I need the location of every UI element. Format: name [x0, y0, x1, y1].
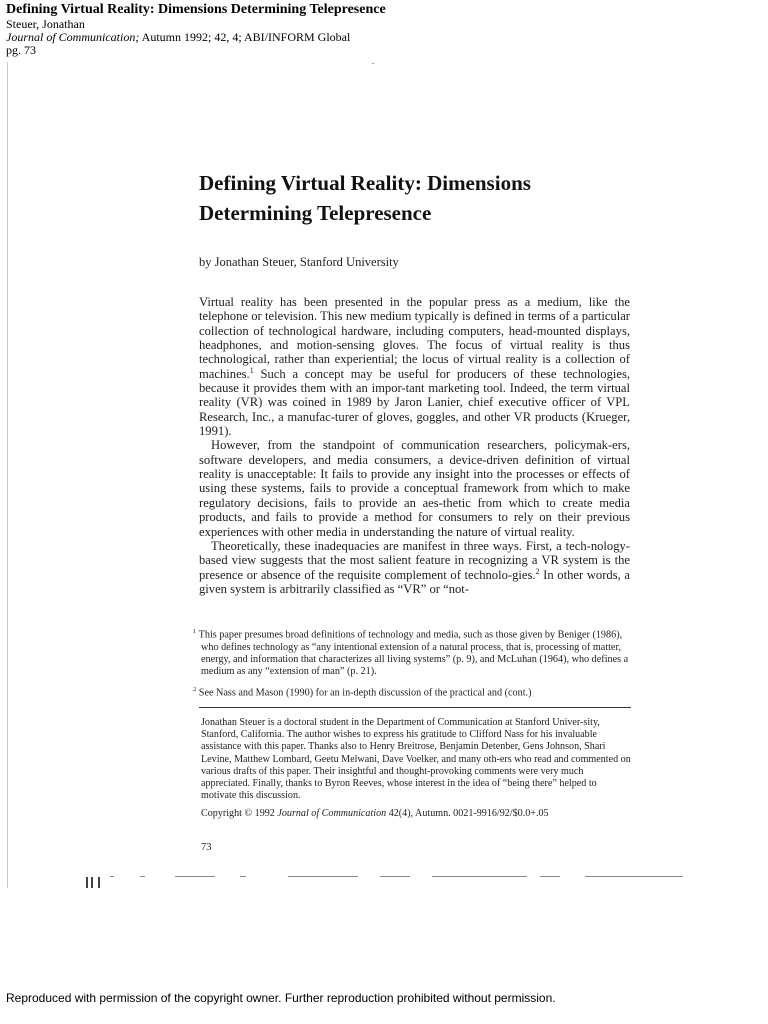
scan-mark	[140, 876, 145, 877]
footnotes	[193, 626, 633, 706]
footnote-divider	[199, 707, 631, 708]
citation-source	[6, 31, 386, 44]
paragraph-1-text-a: Virtual reality has been presented in the popular press as a medium, like the telephone or television. This new medium typically is defined in terms of a particular collection of technological hardware, including computers, head-mounted displays, headphones, and motion-sensing gloves. The focus of virtual reality is thus technological, rather than experiential; the locus of virtual reality is a collection of machines.	[199, 295, 630, 381]
scan-mark	[585, 876, 683, 877]
scan-mark	[540, 876, 560, 877]
footnote-2	[193, 684, 633, 700]
scan-mark	[91, 877, 93, 888]
scan-mark	[380, 876, 410, 877]
permission-notice: Reproduced with permission of the copyright owner. Further reproduction prohibited without permission.	[6, 991, 556, 1005]
paragraph-3-text-b: In other words, a given system is arbitrarily classified as “VR” or “not-	[199, 567, 630, 596]
scan-mark	[288, 876, 358, 877]
byline: by Jonathan Steuer, Stanford University	[199, 255, 399, 269]
citation-header	[6, 2, 386, 57]
footnote-1-mark: 1	[193, 628, 197, 635]
footnote-ref-1: 1	[249, 365, 254, 375]
footnote-2-mark: 2	[193, 686, 197, 694]
copyright-details: 42(4), Autumn. 0021-9916/92/$0.0+.05	[386, 808, 549, 820]
footnote-1	[193, 626, 633, 678]
copyright-journal: Journal of Communication	[277, 808, 387, 820]
paragraph-1	[199, 295, 630, 438]
scan-mark	[110, 876, 114, 877]
scan-speck	[372, 63, 374, 64]
footnote-ref-2: 2	[535, 566, 540, 576]
citation-journal: Journal of Communication;	[6, 30, 140, 44]
article-title	[199, 168, 659, 228]
scan-mark	[175, 876, 215, 877]
scan-bottom-marks	[60, 873, 700, 889]
citation-title: Defining Virtual Reality: Dimensions Determining Telepresence	[6, 2, 386, 17]
citation-author: Steuer, Jonathan	[6, 17, 85, 31]
footnote-1-text: This paper presumes broad definitions of technology and media, such as those given by Beniger (1986), who defines technology as “any intentional extension of a natural process, that is, processing of matter, energy, and information that characterizes all living systems” (p. 9), and McLuhan (1964), who defines a medium as any “extension of man” (p. 21).	[198, 629, 629, 677]
copyright-line	[201, 808, 633, 820]
author-bio-text: Jonathan Steuer is a doctoral student in the Department of Communication at Stanford Univer-sity, Stanford, California. The author wishes to express his gratitude to Clifford Nass for his invaluable assistance with this paper. Thanks also to Henry Breitrose, Benjamin Detenber, Gens Johnson, Shari Levine, Matthew Lombard, Geetu Melwani, Dave Voelker, and many oth-ers who read and commented on various drafts of this paper. Their insightful and thought-provoking comments were very much appreciated. Finally, thanks to Byron Reeves, whose interest in the idea of “being there” helped to motivate this discussion.	[201, 717, 631, 802]
scan-mark	[432, 876, 527, 877]
footnote-2-text: See Nass and Mason (1990) for an in-depth discussion of the practical and (cont.)	[198, 687, 532, 699]
paragraph-3-text-a: Theoretically, these inadequacies are manifest in three ways. First, a tech-nology-based view suggests that the most salient feature in recognizing a VR system is the presence or absence of the requisite complement of technolo-gies.	[199, 538, 630, 582]
scan-mark	[86, 877, 88, 888]
article-title-line-1: Defining Virtual Reality: Dimensions	[199, 171, 531, 195]
scan-mark	[98, 877, 100, 888]
article-title-line-2: Determining Telepresence	[199, 201, 432, 225]
article-body	[199, 295, 630, 596]
copyright-prefix: Copyright © 1992	[201, 808, 278, 820]
citation-source-details: Autumn 1992; 42, 4; ABI/INFORM Global	[139, 30, 351, 44]
paragraph-3	[199, 539, 630, 596]
page-number: 73	[201, 842, 212, 853]
citation-page: pg. 73	[6, 43, 36, 57]
paragraph-1-text-b: Such a concept may be useful for producers of these technologies, because it provides them with an impor-tant marketing tool. Indeed, the term virtual reality (VR) was coined in 1989 by Jaron Lanier, chief executive officer of VPL Research, Inc., a manufac-turer of gloves, goggles, and other VR products (Krueger, 1991).	[199, 366, 630, 439]
scan-mark	[240, 876, 246, 877]
scan-edge-line	[7, 62, 8, 888]
author-bio	[201, 717, 633, 821]
paragraph-2: However, from the standpoint of communication researchers, policymak-ers, software developers, and media consumers, a device-driven definition of virtual reality is unacceptable: It fails to provide any insight into the processes or effects of using these systems, fails to provide a conceptual framework from which to make regulatory decisions, fails to provide an aes-thetic from which to create media products, and fails to provide a method for consumers to rely on their previous experiences with other media in understanding the nature of virtual reality.	[199, 438, 630, 539]
